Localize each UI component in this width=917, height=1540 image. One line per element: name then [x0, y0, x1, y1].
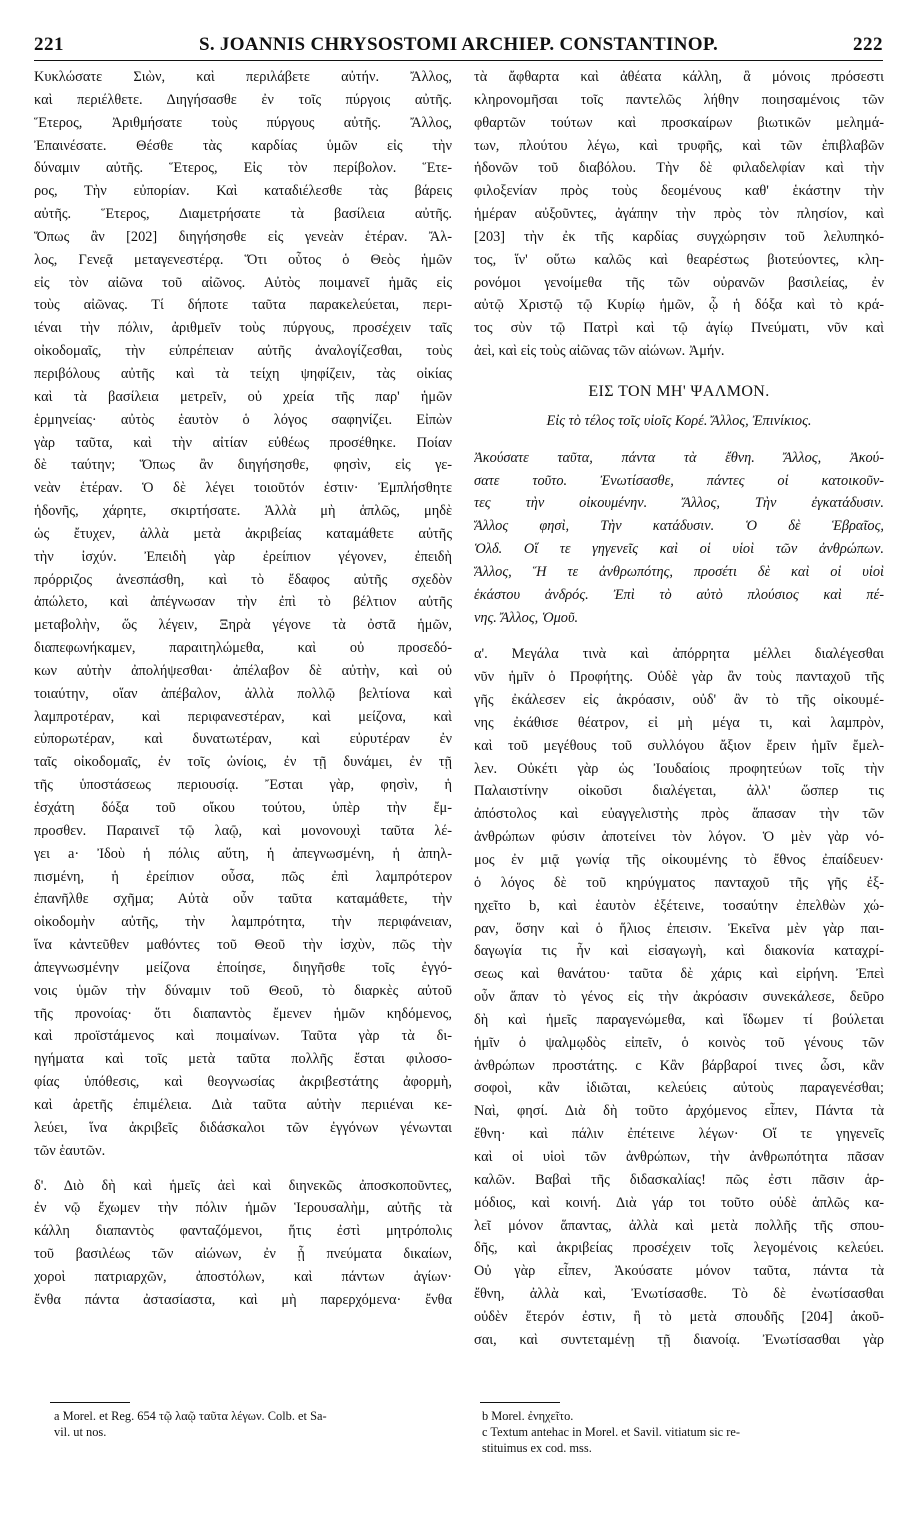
text-line: ηχεῖτο b, καὶ ἑαυτὸν ἐξέτεινε, τοσαύτην ἐπελθὼν χώ-: [474, 897, 884, 914]
text-line: μόδιος, καὶ κοινή. Διὰ γάρ τοι τοῦτο οὐδὲ ἁπλῶς κα-: [474, 1194, 884, 1211]
text-line: οἰκοδομὴν αὐτῆς, τὴν λαμπρότητα, τὴν περιφάνειαν,: [34, 914, 452, 931]
psalm-lemma: [474, 447, 884, 630]
text-line: Ἄλλος, Ἥ τε ἀνθρωπότης, προσέτι δὲ καὶ οἱ υἱοὶ: [474, 563, 884, 580]
text-line: ἐσχάτη δόξα τοῦ οἴκου τούτου, ὑπὲρ τὴν ἔμ-: [34, 800, 452, 816]
text-line: Ὁλδ. Οἵ τε γηγενεῖς καὶ οἱ υἱοὶ τῶν ἀνθρώπων.: [474, 541, 884, 558]
text-line: τοὺς αἰῶνας. Τί δήποτε ταῦτα παρακελεύεται, περι-: [34, 297, 452, 314]
footnote-line: b Morel. ἐνηχεῖτο.: [482, 1409, 574, 1423]
text-line: τὰ ἄφθαρτα καὶ ἀθέατα κάλλη, ἃ μόνοις πρόσεστι: [474, 69, 884, 85]
text-line: ἑρμηνείας· αὐτὸς ἑαυτὸν ὁ λόγος σαφηνίζει. Εἰπὼν: [34, 411, 452, 428]
text-line: ἀπεγνωσμένην μείζονα ἐποίησε, διηγῆσθε τοῖς ἐγγό-: [34, 959, 452, 976]
left-paragraph-1: [34, 66, 452, 1163]
text-line: γει a· Ἰδοὺ ἡ πόλις αὕτη, ἡ ἀπεγνωσμένη, ἡ ἀπηλ-: [34, 845, 452, 862]
text-line: ἡδονῆς, χάρητε, σκιρτήσατε. Ἀλλὰ μὴ ἁπλῶς, μηδὲ: [34, 503, 452, 520]
text-line: καλῶν. Βαβαὶ τῆς διδασκαλίας! πῶς ἐστι πᾶσιν ἁρ-: [474, 1171, 884, 1188]
text-line: Παλαιστίνην οἰκοῦσι διαλέγεται, ἀλλ' ὥσπερ τις: [474, 783, 884, 800]
page-number-right: 222: [853, 34, 883, 55]
text-line: τῆς προνοίας· ὅτι διαπαντὸς ἔμενεν ἡμῶν κηδόμενος,: [34, 1005, 452, 1022]
text-line: τῆς ὑποστάσεως περιουσίᾳ. Ἔσται γὰρ, φησὶν, ἡ: [34, 777, 452, 794]
text-line: φθαρτῶν τούτων καὶ προσκαίρων βιωτικῶν μελημά-: [474, 114, 884, 131]
text-line: περιβόλους αὐτῆς καὶ τὰ τείχη ψηφίζειν, τὰς οἰκίας: [34, 365, 452, 382]
text-line: ιέναι τὴν πόλιν, ἀριθμεῖν τοὺς πύργους, προσέχειν ταῖς: [34, 320, 452, 337]
text-line: Ἄλλος φησὶ, Τὴν κατάδυσιν. Ὁ δὲ Ἑβραῖος,: [474, 518, 884, 535]
left-column: [34, 66, 452, 1312]
text-line: ἔνθα πάντα ἀστασίαστα, καὶ μὴ παρερχόμενα· ἔνθα: [34, 1291, 452, 1308]
text-line: λεῖ μόνον ἅπαντας, ἀλλὰ καὶ μετὰ πολλῆς τῆς σπου-: [474, 1217, 884, 1234]
text-line: δὲ ταύτην; Ὅπως ἂν διηγήσησθε, φησὶν, εἰς γε-: [34, 457, 452, 474]
text-line: ἡμῖν ὁ ψαλμῳδὸς εἰπεῖν, ὁ κοινὸς τοῦ γένους τῶν: [474, 1034, 884, 1051]
footnote-line: a Morel. et Reg. 654 τῷ λαῷ ταῦτα λέγων. Colb. et Sa-: [54, 1409, 327, 1423]
text-line: [203] τὴν ἐκ τῆς καρδίας συγχώρησιν τοῦ λελυπηκό-: [474, 228, 884, 245]
text-line: Κυκλώσατε Σιὼν, καὶ περιλάβετε αὐτήν. Ἄλλος,: [34, 69, 452, 85]
text-line: ἔθνη, ἀλλὰ καὶ, Ἐνωτίσασθε. Τὸ δὲ ἐνωτίσασθαι: [474, 1286, 884, 1303]
footnote-right: [482, 1408, 740, 1456]
text-line: καὶ τὰ βασίλεια μετρεῖν, οὐ χρεία τῆς παρ' ἡμῶν: [34, 388, 452, 405]
text-line: ὡς ἔτυχεν, ἀλλὰ μετὰ ἀκριβείας καταμάθετε αὐτῆς: [34, 525, 452, 542]
text-line: ἐπανῆλθε σχῆμα; Αὐτὰ οὖν ταῦτα καταμάθετε, τὴν: [34, 891, 452, 908]
text-line: καὶ οἱ υἱοὶ τῶν ἀνθρώπων, τὴν ἀνθρωπότητα πᾶσαν: [474, 1148, 884, 1165]
footnote-line: stituimus ex cod. mss.: [482, 1441, 592, 1455]
text-line: ἀπώλετο, καὶ ἀπέγνωσαν τὴν ἐπὶ τὸ βέλτιον αὐτῆς: [34, 594, 452, 611]
footnote-rule-left: [50, 1402, 130, 1403]
text-line: γῆς ἐκάλεσεν εἰς ἀκρόασιν, οὐδ' ἂν τὸ τῆς οἰκουμέ-: [474, 692, 884, 709]
text-line: κληρονομῆσαι τοῖς παντελῶς λήθην ποιησαμένοις τῶν: [474, 91, 884, 108]
running-title: S. JOANNIS CHRYSOSTOMI ARCHIEP. CONSTANTINOP.: [198, 34, 719, 55]
text-line: Ἕτερος, Ἀριθμήσατε τοὺς πύργους αὐτῆς. Ἄλλος,: [34, 114, 452, 131]
text-line: εὐπορωτέραν, καὶ δυνατωτέραν, καὶ εὐρυτέραν ἐν: [34, 731, 452, 748]
text-line: φιλοξενίαν πρὸς τοὺς δεομένους καθ' ἑκάστην τὴν: [474, 183, 884, 200]
right-paragraph-2: [474, 643, 884, 1351]
text-line: Ἀκούσατε ταῦτα, πάντα τὰ ἔθνη. Ἄλλος, Ἀκού-: [474, 449, 884, 466]
text-line: τος σὺν τῷ Πατρὶ καὶ τῷ ἁγίῳ Πνεύματι, νῦν καὶ: [474, 320, 884, 337]
text-line: φίας ὑπόθεσις, καὶ θεογνωσίας ἀκριβεστάτης ἀφορμὴ,: [34, 1074, 452, 1091]
text-line: τες τὴν οἰκουμένην. Ἄλλος, Τὴν ἐγκατάδυσιν.: [474, 495, 884, 512]
text-line: καὶ περιέλθετε. Διηγήσασθε ἐν τοῖς πύργοις αὐτῆς.: [34, 91, 452, 108]
text-line: δὴ καὶ ἡμεῖς παραγενώμεθα, καὶ ἴδωμεν τί βούλεται: [474, 1011, 884, 1028]
text-line: αὐτῷ Χριστῷ τῷ Κυρίῳ ἡμῶν, ᾧ ἡ δόξα καὶ τὸ κρά-: [474, 297, 884, 314]
text-line: ηγήματα καὶ τοῖς μετὰ ταῦτα πολλῆς ἔσται φιλοσο-: [34, 1051, 452, 1068]
text-line: τῶν ἑαυτῶν.: [34, 1142, 106, 1159]
text-line: ρονόμοι γενοίμεθα τῆς τῶν οὐρανῶν βασιλείας, ἐν: [474, 274, 884, 291]
right-paragraph-1: [474, 66, 884, 363]
footnote-line: vil. ut nos.: [54, 1425, 107, 1439]
text-line: δ'. Διὸ δὴ καὶ ἡμεῖς ἀεὶ καὶ διηνεκῶς ἀποσκοποῦντες,: [34, 1177, 452, 1194]
text-line: ἡμέραν αὐξοῦντες, ἀγάπην τὴν πρὸς τὸν πλησίον, καὶ: [474, 206, 884, 223]
text-line: τοιαύτην, οἵαν ἀπέβαλον, ἀλλὰ πολλῷ βελτίονα καὶ: [34, 685, 452, 702]
text-line: ραν, ὅσην καὶ ὁ ἥλιος ἐπεισιν. Ἐκεῖνα μὲν γὰρ παι-: [474, 920, 884, 937]
text-line: μεταβολὴν, ὥς λέγειν, Ξηρὰ γέγονε τὰ ὀστᾶ ἡμῶν,: [34, 617, 452, 634]
page-number-left: 221: [34, 34, 64, 55]
text-line: ἑκάστου ἀνδρός. Ἐπὶ τὸ αὐτὸ πλούσιος καὶ πέ-: [474, 586, 884, 603]
text-line: Ὅπως ἂν [202] διηγήσησθε εἰς γενεὰν ἑτέραν. Ἄλ-: [34, 228, 452, 245]
text-line: πρόρριζος ἀνεσπάσθη, καὶ τὸ ἔδαφος αὐτῆς σχεδὸν: [34, 571, 452, 588]
text-line: των, πλούτου λέγω, καὶ τρυφῆς, καὶ τῶν ἐπιβλαβῶν: [474, 137, 884, 154]
text-line: κάλλη διαπαντὸς φανταζόμενοι, ἥτις ἐστὶ μητρόπολις: [34, 1223, 452, 1240]
footnote-line: c Textum antehac in Morel. et Savil. vitiatum sic re-: [482, 1425, 741, 1439]
text-line: δαγωγία τις ἦν καὶ εἰσαγωγὴ, καὶ διακονία καταχρί-: [474, 943, 884, 960]
text-line: αὐτῆς. Ἕτερος, Διαμετρήσατε τὰ βασίλεια αὐτῆς.: [34, 206, 452, 223]
text-line: α'. Μεγάλα τινὰ καὶ ἀπόρρητα μέλλει διαλέγεσθαι: [474, 646, 884, 663]
footnote-rule-right: [480, 1402, 560, 1403]
text-line: καὶ τοῦ μεγέθους τοῦ συλλόγου ἄξιον ἔρειν ἡμῖν ἔμελ-: [474, 737, 884, 754]
text-line: λαμπροτέραν, καὶ περιφανεστέραν, καὶ μείζονα, καὶ: [34, 708, 452, 725]
text-line: ρος, Τὴν εὐπορίαν. Καὶ καταδιέλεσθε τὰς βάρεις: [34, 183, 452, 200]
text-line: ἀεὶ, καὶ εἰς τοὺς αἰῶνας τῶν αἰώνων. Ἀμήν.: [474, 343, 725, 360]
text-line: ἡδονῶν τοῦ διαβόλου. Τὴν δὲ φιλαδελφίαν καὶ τὴν: [474, 160, 884, 177]
text-line: ἀνθρώπων προστάτης. c Κἂν βάρβαροί τινες ὦσι, κἂν: [474, 1057, 884, 1074]
text-line: τοῦ βασιλέως τῶν αἰώνων, ἐν ᾗ πνεύματα δικαίων,: [34, 1246, 452, 1263]
footnote-left: [54, 1408, 327, 1440]
text-line: εἰς τὸν αἰῶνα τοῦ αἰῶνος. Αὐτὸς ποιμανεῖ ἡμᾶς εἰς: [34, 274, 452, 291]
text-line: λος, Γενεᾷ μεταγενεστέρᾳ. Ὅτι οὗτος ὁ Θεὸς ἡμῶν: [34, 251, 452, 268]
text-line: χοροὶ πατριαρχῶν, ἀποστόλων, καὶ πάντων ἁγίων·: [34, 1268, 452, 1285]
text-line: οἰκοδομαῖς, τὴν εὐπρέπειαν αὐτῆς ἀναλογίζεσθαι, τοὺς: [34, 343, 452, 360]
text-line: οὐδὲν ἕτερόν ἐστιν, ἢ τὸ μετὰ σπουδῆς [204] ἀκοῦ-: [474, 1308, 884, 1325]
text-line: νοις ὑμῶν τὴν δύναμιν τοῦ Θεοῦ, τὸ διαρκὲς αὐτοῦ: [34, 982, 452, 999]
text-line: ἔθνη· καὶ πάλιν ἐπέτεινε λέγων· Οἵ τε γηγενεῖς: [474, 1126, 884, 1143]
text-line: Ἐπαινέσατε. Θέσθε τὰς καρδίας ὑμῶν εἰς τὴν: [34, 137, 452, 154]
text-line: νεὰν ἑτέραν. Ὁ δὲ λέγει τοιοῦτόν ἐστιν· Ἐμπλήσθητε: [34, 480, 452, 497]
text-line: προσθεν. Παραινεῖ τῷ λαῷ, καὶ μονονουχὶ ταῦτα λέ-: [34, 822, 452, 839]
text-line: σοφοὶ, κἂν ἰδιῶται, κελεύεις αὐτοὺς παραγενέσθαι;: [474, 1080, 884, 1097]
text-line: κων αὐτὴν ἀπολήψεσθαι· ἀπέλαβον δὲ αὐτὴν, καὶ οὐ: [34, 662, 452, 679]
text-line: καὶ προϊστάμενος καὶ ποιμαίνων. Ταῦτα γὰρ τὰ δι-: [34, 1028, 452, 1045]
text-line: δύναμιν αὐτῆς. Ἕτερος, Εἰς τὸν περίβολον. Ἕτε-: [34, 160, 452, 177]
text-line: λεν. Οὐκέτι γὰρ ὡς Ἰουδαίοις προφητεύων τοῖς τὴν: [474, 760, 884, 777]
text-line: πισμένη, ἡ ἐρείπιον οὖσα, πῶς ἐπὶ λαμπρότερον: [34, 868, 452, 885]
text-line: νῦν ἡμῖν ὁ Προφήτης. Οὐδὲ γὰρ ἂν τοὺς πανταχοῦ τῆς: [474, 669, 884, 686]
text-line: ἀνθρώπων φύσιν ἀποτείνει τὸν λόγον. Ὁ μὲν γὰρ νό-: [474, 829, 884, 846]
text-line: νης ἐκάθισε θέατρον, εἰ μὴ μέγα τι, καὶ λαμπρὸν,: [474, 714, 884, 731]
text-line: σεως καὶ θανάτου· ταῦτα δὲ χάρις καὶ εἰρήνη. Ἐπεὶ: [474, 966, 884, 983]
text-line: τὴν ἰσχύν. Ἐπειδὴ γὰρ ἐρείπιον γέγονεν, ἐπειδὴ: [34, 548, 452, 565]
text-line: δῆς, καὶ ἀκριβείας προσέχειν τοῖς λεγομένοις κελεύει.: [474, 1240, 884, 1257]
text-line: διαπεφωνήκαμεν, παραιτηλώμεθα, καὶ οὐ προσεδό-: [34, 640, 452, 657]
text-line: λεύει, ἵνα ἀκριβεῖς διδάσκαλοι τῶν ἐγγόνων γένωνται: [34, 1119, 452, 1136]
text-line: ὁ λόγος δὲ τοῦ κηρύγματος πανταχοῦ τῆς γῆς ἐξ-: [474, 874, 884, 891]
text-line: ταῖς οἰκοδομαῖς, ἐν τοῖς ὠνίοις, ἐν τῇ δυνάμει, ἐν τῇ: [34, 754, 452, 771]
text-line: τος, ἵν' οὕτω καλῶς καὶ θεαρέστως βιοτεύοντες, κλη-: [474, 251, 884, 268]
psalm-heading: ΕΙΣ ΤΟΝ ΜΗ' ΨΑΛΜΟΝ.: [588, 382, 770, 400]
text-line: Ναὶ, φησί. Διὰ δὴ τοῦτο ἀρχόμενος εἶπεν, Πάντα τὰ: [474, 1103, 884, 1120]
running-header: [34, 30, 883, 61]
text-line: σαι, καὶ συντεταμένῃ τῇ διανοίᾳ. Ἐνωτίσασθαι γὰρ: [474, 1331, 884, 1348]
text-line: νης. Ἄλλος, Ὁμοῦ.: [474, 609, 579, 626]
text-line: οὖν ἅπαν τὸ γένος εἰς τὴν ἀκρόασιν συνεκάλεσε, δεῦρο: [474, 989, 884, 1006]
left-paragraph-2: [34, 1175, 452, 1312]
text-line: μος ἐν μιᾷ γωνίᾳ τῆς οἰκουμένης τὸ ἔθνος ἐπαίδευεν·: [474, 852, 884, 868]
text-line: γὰρ ταῦτα, καὶ τὴν αἰτίαν εὐθέως προσέθηκε. Ποίαν: [34, 434, 452, 451]
text-line: Οὐ γὰρ εἶπεν, Ἀκούσατε μόνον ταῦτα, πάντα τὰ: [474, 1263, 884, 1280]
psalm-subheading: Εἰς τὸ τέλος τοῖς υἱοῖς Κορέ. Ἄλλος, Ἐπινίκιος.: [546, 412, 812, 429]
text-line: σατε τοῦτο. Ἐνωτίσασθε, πάντες οἱ κατοικοῦν-: [474, 472, 884, 489]
text-line: ἐν νῷ ἔχωμεν τὴν πόλιν ἡμῶν Ἱερουσαλὴμ, αὐτῆς τὰ: [34, 1200, 452, 1217]
text-line: ἵνα κἀντεῦθεν μαθόντες τοῦ Θεοῦ τὴν ἰσχὺν, πῶς τὴν: [34, 937, 452, 954]
right-column: [474, 66, 884, 1352]
text-line: καὶ ἀρετῆς ἐπιμέλεια. Διὰ ταῦτα αὐτὴν περιιέναι κε-: [34, 1096, 452, 1113]
text-line: ἀπόστολος καὶ εὐαγγελιστὴς πρὸς ἅπασαν τὴν τῶν: [474, 806, 884, 823]
